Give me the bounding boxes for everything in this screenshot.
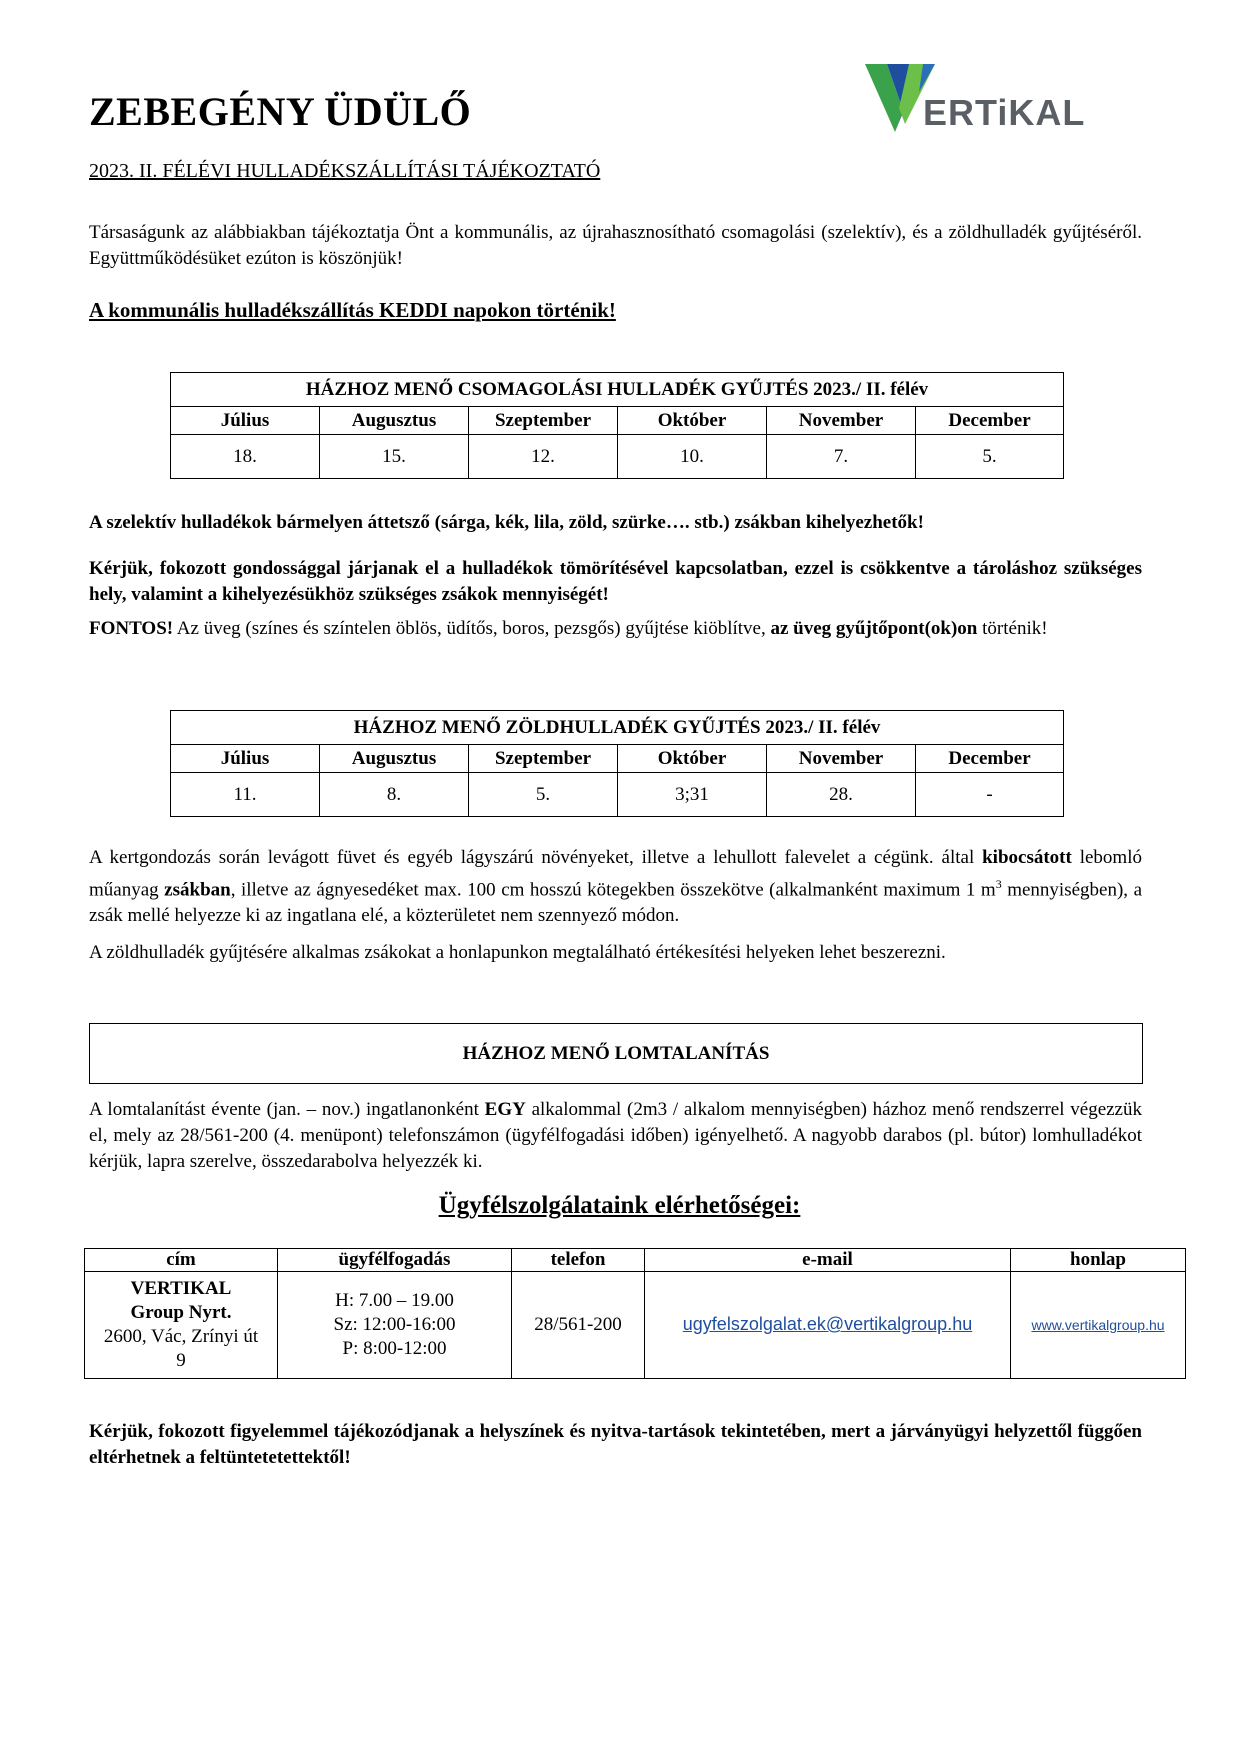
footer-note: Kérjük, fokozott figyelemmel tájékozódjanak a helyszínek és nyitva-tartások tekintetében, mert a járványügyi helyzettől függően eltérhetnek a feltüntetetettektől! [89,1421,1142,1468]
month-header: Július [171,745,320,773]
contact-header: telefon [512,1249,645,1272]
collection-day: 5. [469,773,618,817]
bulky-waste-paragraph [89,1097,1142,1175]
green-bold-2: zsákban [164,879,231,901]
contact-website-cell [1011,1272,1186,1379]
street-number: 9 [176,1350,186,1371]
collection-day: 15. [320,435,469,479]
contact-email-cell [645,1272,1011,1379]
hours-line: P: 8:00-12:00 [342,1338,447,1359]
month-header: December [916,407,1064,435]
contact-header: cím [85,1249,278,1272]
contact-hours-cell [278,1272,512,1379]
month-header: Július [171,407,320,435]
glass-note [89,616,1149,642]
green-bold-1: kibocsátott [982,847,1072,868]
month-header: Augusztus [320,745,469,773]
collection-day: 18. [171,435,320,479]
page-subtitle: 2023. II. FÉLÉVI HULLADÉKSZÁLLÍTÁSI TÁJÉKOZTATÓ [89,160,601,182]
green-text-3: , illetve az ágnyesedéket max. 100 cm hosszú kötegekben összekötve (alkalmanként maximum 1 m [230,879,996,901]
glass-note-text-end: történik! [977,618,1048,639]
page-title: ZEBEGÉNY ÜDÜLŐ [89,89,472,134]
month-header: November [767,745,916,773]
packaging-schedule-table [170,372,1064,479]
glass-note-text: Az üveg (színes és színtelen öblös, üdítős, boros, pezsgős) gyűjtése kiöblítve, [173,618,771,639]
green-waste-paragraph [89,845,1142,929]
contact-header: e-mail [645,1249,1011,1272]
month-header: Október [618,745,767,773]
contact-header: honlap [1011,1249,1186,1272]
bulky-text-1: A lomtalanítást évente (jan. – nov.) ingatlanonként [89,1099,485,1120]
bulky-text-2: alkalommal (2m3 / alkalom mennyiségben) házhoz menő rendszerrel végezzük el, mely az 28/561-200 (4. menüpont) telefonszámon (ügyfélfogadási időben) igényelhető. A nagyobb darabos (pl. bútor) lomhulladékot kérjük, lapra szerelve, összedarabolva helyezzék ki. [89,1099,1142,1172]
intro-paragraph: Társaságunk az alábbiakban tájékoztatja Önt a kommunális, az újrahasznosítható csomagolási (szelektív), és a zöldhulladék gyűjtéséről. Együttműködésüket ezúton is köszönjük! [89,222,1142,269]
compress-note: Kérjük, fokozott gondossággal járjanak el a hulladékok tömörítésével kapcsolatban, ezzel is csökkentve a tároláshoz szükséges hely, valamint a kihelyezésükhöz szükséges zsákok mennyiségét! [89,558,1142,605]
website-link[interactable]: www.vertikalgroup.hu [1031,1317,1165,1333]
month-header: Október [618,407,767,435]
logo-wordmark: ERTiKAL [923,92,1086,133]
contact-heading: Ügyfélszolgálataink elérhetőségei: [438,1192,801,1219]
month-header: Szeptember [469,745,618,773]
communal-heading: A kommunális hulladékszállítás KEDDI napokon történik! [89,298,616,322]
collection-day: 28. [767,773,916,817]
company-type: Group Nyrt. [130,1302,232,1323]
hours-line: H: 7.00 – 19.00 [335,1290,454,1311]
bulky-waste-title: HÁZHOZ MENŐ LOMTALANÍTÁS [462,1042,770,1064]
collection-day: 11. [171,773,320,817]
packaging-table-title: HÁZHOZ MENŐ CSOMAGOLÁSI HULLADÉK GYŰJTÉS 2023./ II. félév [171,373,1064,407]
green-text-4: mennyiségben), a zsák mellé helyezze ki az ingatlana elé, a közterületet nem szennyező módon. [89,879,1142,927]
vertikal-logo [865,62,1095,140]
month-header: December [916,745,1064,773]
glass-note-label: FONTOS! [89,618,174,639]
bulky-bold: EGY [484,1099,526,1120]
contact-phone: 28/561-200 [512,1272,645,1379]
contact-table [84,1248,1186,1379]
green-text-1: A kertgondozás során levágott füvet és egyéb lágyszárú növényeket, illetve a lehullott falevelet a cégünk. által [89,847,983,868]
green-bags-note: A zöldhulladék gyűjtésére alkalmas zsákokat a honlapunkon megtalálható értékesítési helyeken lehet beszerezni. [89,942,946,963]
email-link[interactable]: ugyfelszolgalat.ek@vertikalgroup.hu [682,1314,973,1334]
glass-note-bold: az üveg gyűjtőpont(ok)on [770,618,978,639]
bulky-waste-title-box [89,1023,1143,1084]
company-name: VERTIKAL [130,1278,232,1299]
contact-header: ügyfélfogadás [278,1249,512,1272]
collection-day: 8. [320,773,469,817]
collection-day: - [916,773,1064,817]
month-header: Szeptember [469,407,618,435]
hours-line: Sz: 12:00-16:00 [333,1314,456,1335]
month-header: Augusztus [320,407,469,435]
collection-day: 7. [767,435,916,479]
collection-day: 3;31 [618,773,767,817]
collection-day: 12. [469,435,618,479]
street-address: 2600, Vác, Zrínyi út [103,1326,259,1347]
green-text-2: lebomló műanyag [89,847,1142,901]
collection-day: 10. [618,435,767,479]
green-table-title: HÁZHOZ MENŐ ZÖLDHULLADÉK GYŰJTÉS 2023./ II. félév [171,711,1064,745]
month-header: November [767,407,916,435]
green-waste-schedule-table [170,710,1064,817]
green-sup: 3 [995,877,1002,891]
collection-day: 5. [916,435,1064,479]
selective-note: A szelektív hulladékok bármelyen áttetsző (sárga, kék, lila, zöld, szürke…. stb.) zsákban kihelyezhetők! [89,512,924,533]
contact-address-cell [85,1272,278,1379]
